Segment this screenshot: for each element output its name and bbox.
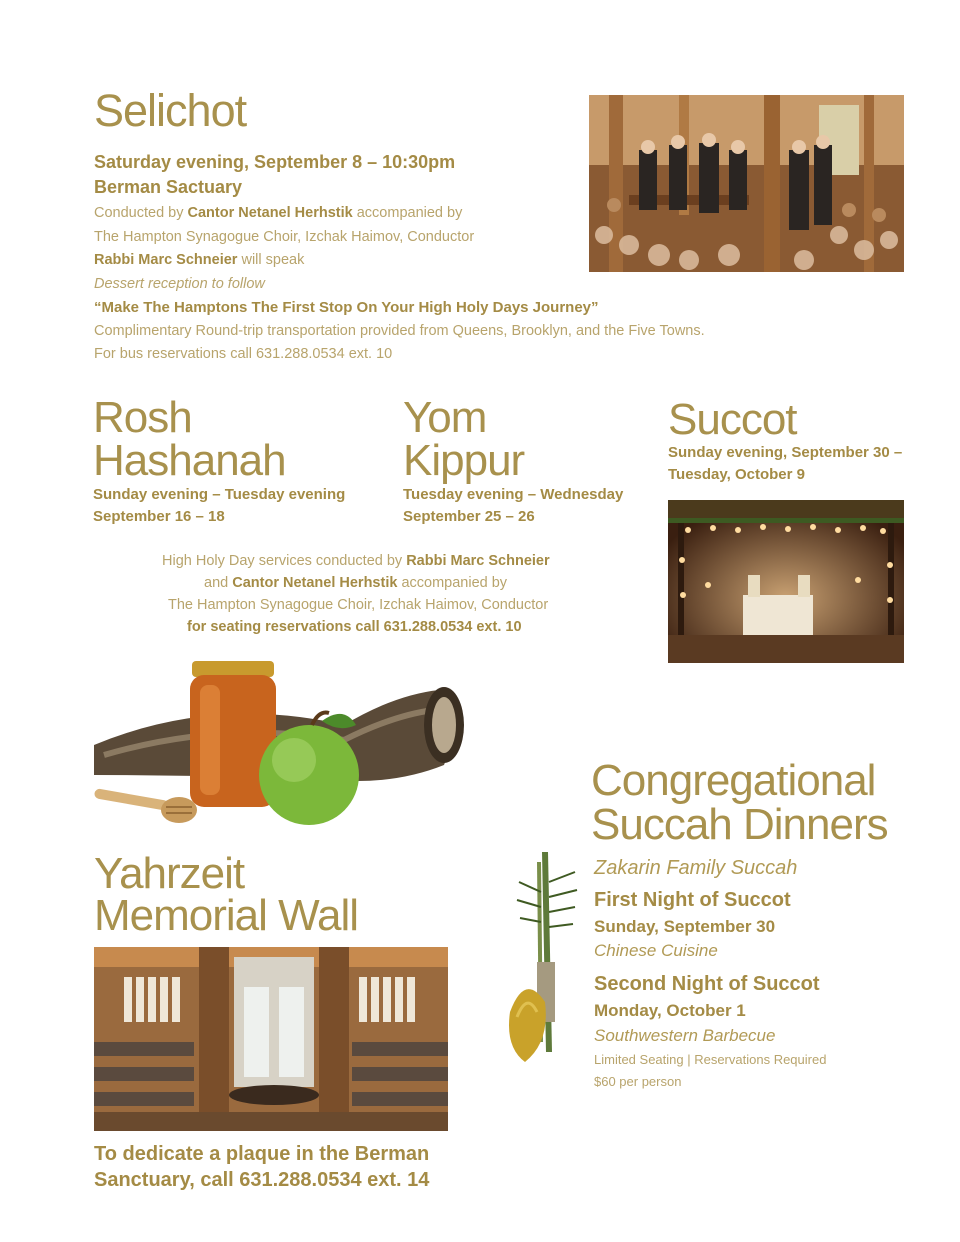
yahrzeit-photo bbox=[94, 947, 448, 1131]
succah-seating: Limited Seating | Reservations Required bbox=[594, 1052, 827, 1067]
rosh-date-2: September 16 – 18 bbox=[93, 508, 225, 525]
rabbi-name: Rabbi Marc Schneier bbox=[94, 252, 238, 268]
holy-line-1 bbox=[162, 553, 550, 569]
rosh-date-1: Sunday evening – Tuesday evening bbox=[93, 486, 346, 503]
succot-date-2: Tuesday, October 9 bbox=[668, 466, 805, 483]
succot-date-1: Sunday evening, September 30 – bbox=[668, 444, 903, 461]
cantor-name: Cantor Netanel Herhstik bbox=[187, 205, 353, 221]
selichot-bus: For bus reservations call 631.288.0534 ext. 10 bbox=[94, 346, 393, 362]
yom-date-1: Tuesday evening – Wednesday bbox=[403, 486, 624, 503]
holy-line-4: for seating reservations call 631.288.0534 ext. 10 bbox=[187, 619, 522, 635]
holy-cantor-name: Cantor Netanel Herhstik bbox=[232, 575, 398, 591]
succah-family: Zakarin Family Succah bbox=[594, 857, 798, 879]
dedicate-line-1: To dedicate a plaque in the Berman bbox=[94, 1143, 430, 1165]
lulav-etrog-image bbox=[505, 852, 585, 1072]
honey-apple-shofar-image bbox=[94, 655, 474, 830]
first-date: Sunday, September 30 bbox=[594, 917, 776, 936]
conducted-prefix: Conducted by bbox=[94, 205, 188, 221]
holy-line-3: The Hampton Synagogue Choir, Izchak Haimov, Conductor bbox=[168, 597, 549, 613]
holy-l2-suffix: accompanied by bbox=[397, 575, 508, 591]
yahrzeit-title-1: Yahrzeit bbox=[94, 849, 245, 898]
second-date: Monday, October 1 bbox=[594, 1001, 746, 1020]
selichot-photo bbox=[589, 95, 904, 272]
holy-l2-prefix: and bbox=[204, 575, 233, 591]
first-night: First Night of Succot bbox=[594, 889, 791, 911]
succah-title-2: Succah Dinners bbox=[591, 800, 888, 849]
holy-line-2 bbox=[204, 575, 507, 591]
yom-title-2: Kippur bbox=[403, 436, 525, 485]
succot-title: Succot bbox=[668, 395, 797, 444]
dedicate-line-2: Sanctuary, call 631.288.0534 ext. 14 bbox=[94, 1169, 430, 1191]
selichot-transport: Complimentary Round-trip transportation provided from Queens, Brooklyn, and the Five Towns. bbox=[94, 323, 705, 339]
holy-rabbi-name: Rabbi Marc Schneier bbox=[406, 553, 550, 569]
selichot-conducted bbox=[94, 205, 462, 221]
succot-photo bbox=[668, 500, 904, 663]
yom-date-2: September 25 – 26 bbox=[403, 508, 535, 525]
selichot-dessert: Dessert reception to follow bbox=[94, 276, 265, 292]
holy-l1-prefix: High Holy Day services conducted by bbox=[162, 553, 407, 569]
selichot-location: Berman Sactuary bbox=[94, 177, 243, 197]
rosh-title-2: Hashanah bbox=[93, 436, 286, 485]
first-cuisine: Chinese Cuisine bbox=[594, 941, 718, 960]
rosh-title-1: Rosh bbox=[93, 393, 192, 442]
succah-title-1: Congregational bbox=[591, 756, 876, 805]
rabbi-suffix: will speak bbox=[237, 252, 305, 268]
second-night: Second Night of Succot bbox=[594, 973, 820, 995]
selichot-date: Saturday evening, September 8 – 10:30pm bbox=[94, 152, 456, 172]
yom-title-1: Yom bbox=[403, 393, 487, 442]
selichot-slogan: “Make The Hamptons The First Stop On Your High Holy Days Journey” bbox=[94, 299, 599, 316]
succah-price: $60 per person bbox=[594, 1074, 682, 1089]
yahrzeit-title-2: Memorial Wall bbox=[94, 891, 359, 940]
selichot-choir: The Hampton Synagogue Choir, Izchak Haimov, Conductor bbox=[94, 229, 475, 245]
conducted-suffix: accompanied by bbox=[352, 205, 463, 221]
second-cuisine: Southwestern Barbecue bbox=[594, 1026, 776, 1045]
selichot-title: Selichot bbox=[94, 85, 247, 136]
selichot-rabbi bbox=[94, 252, 304, 268]
